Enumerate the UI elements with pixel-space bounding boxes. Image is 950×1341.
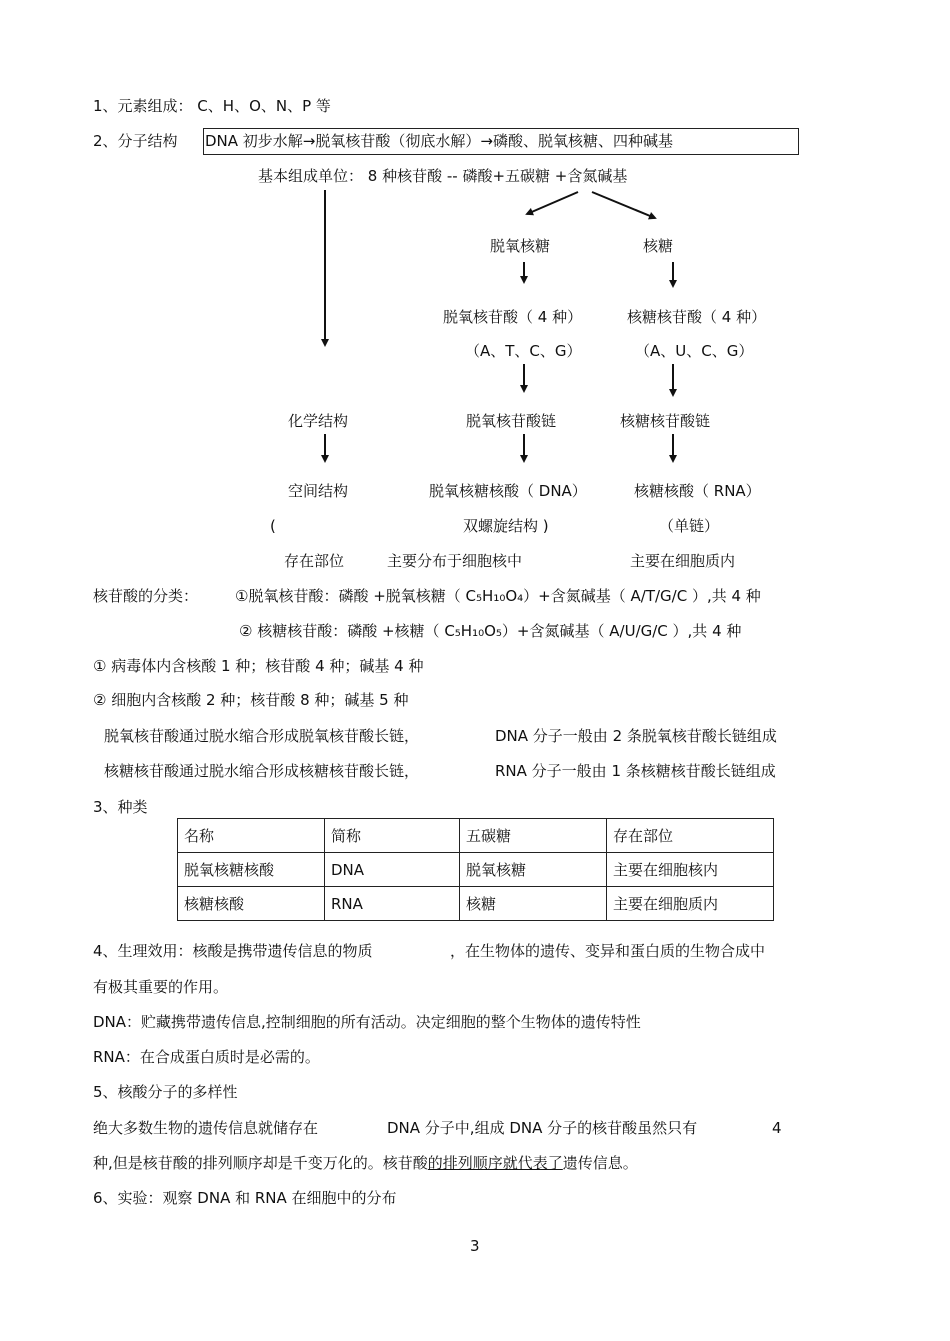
nucleic-acid-table — [177, 818, 774, 921]
section5-heading: 5、核酸分子的多样性 — [93, 1083, 238, 1101]
diversity-line2-a: 种,但是核苷酸的排列顺序却是千变万化的。核苷酸 — [93, 1154, 428, 1172]
classification-ribo: ② 核糖核苷酸：磷酸 +核糖（ C₅H₁₀O₅）+含氮碱基（ A/U/G/C ）,共 4 种 — [239, 622, 742, 640]
table-cell: 脱氧核糖核酸 — [178, 853, 325, 887]
classification-deoxy: ①脱氧核苷酸：磷酸 +脱氧核糖（ C₅H₁₀O₄）+含氮碱基（ A/T/G/C ）,共 4 种 — [235, 587, 761, 605]
dna-name: 脱氧核糖核酸（ DNA） — [429, 482, 587, 500]
dna-location: 主要分布于细胞核中 — [387, 552, 523, 570]
line-structure-label: 2、分子结构 — [93, 132, 178, 150]
table-cell: 核糖 — [460, 887, 607, 921]
table-cell: DNA — [325, 853, 460, 887]
section3-heading: 3、种类 — [93, 798, 148, 816]
hydrolysis-text: DNA 初步水解→脱氧核苷酸（彻底水解）→磷酸、脱氧核糖、四种碱基 — [205, 132, 673, 150]
deoxy-bases: （A、T、C、G） — [465, 342, 582, 360]
single-chain: （单链） — [659, 517, 720, 535]
page-number: 3 — [470, 1237, 480, 1255]
table-cell: 脱氧核糖 — [460, 853, 607, 887]
ribose-label: 核糖 — [643, 237, 674, 255]
table-cell: RNA — [325, 887, 460, 921]
diversity-line2-c: 遗传信息。 — [562, 1154, 638, 1172]
line-elements: 1、元素组成： C、H、O、N、P 等 — [93, 97, 331, 115]
table-cell: 主要在细胞核内 — [607, 853, 774, 887]
ribo-bases: （A、U、C、G） — [635, 342, 754, 360]
space-structure-label: 空间结构 — [288, 482, 349, 500]
cell-line: ② 细胞内含核酸 2 种；核苷酸 8 种；碱基 5 种 — [93, 691, 409, 709]
table-cell: 主要在细胞质内 — [607, 887, 774, 921]
diversity-line2 — [93, 1153, 638, 1173]
deoxy-chain-label: 脱氧核苷酸链 — [466, 412, 557, 430]
table-row — [178, 887, 774, 921]
diversity-line2-underlined: 的排列顺序就代表了 — [427, 1154, 563, 1172]
virus-line: ① 病毒体内含核酸 1 种；核苷酸 4 种；碱基 4 种 — [93, 657, 424, 675]
section4-line-a: 4、生理效用：核酸是携带遗传信息的物质 — [93, 942, 373, 960]
table-header: 存在部位 — [607, 819, 774, 853]
chain1-right: DNA 分子一般由 2 条脱氧核苷酸长链组成 — [495, 727, 777, 745]
table-row — [178, 853, 774, 887]
dna-role: DNA：贮藏携带遗传信息,控制细胞的所有活动。决定细胞的整个生物体的遗传特性 — [93, 1013, 641, 1031]
chem-structure-label: 化学结构 — [288, 412, 349, 430]
location-label: 存在部位 — [284, 552, 345, 570]
table-cell: 核糖核酸 — [178, 887, 325, 921]
classification-label: 核苷酸的分类： — [93, 587, 199, 605]
ribo-nucleotide-label: 核糖核苷酸（ 4 种） — [627, 308, 767, 326]
basic-unit: 基本组成单位： 8 种核苷酸 -- 磷酸+五碳糖 +含氮碱基 — [258, 167, 628, 185]
rna-location: 主要在细胞质内 — [630, 552, 736, 570]
section4-line-b: ，在生物体的遗传、变异和蛋白质的生物合成中 — [450, 942, 766, 960]
diversity-line1-a: 绝大多数生物的遗传信息就储存在 — [93, 1119, 319, 1137]
double-helix: 双螺旋结构 ) — [463, 517, 549, 535]
diversity-line1-b: DNA 分子中,组成 DNA 分子的核苷酸虽然只有 — [387, 1119, 698, 1137]
rna-name: 核糖核酸（ RNA） — [634, 482, 761, 500]
ribo-chain-label: 核糖核苷酸链 — [620, 412, 711, 430]
diversity-line1-c: 4 — [772, 1119, 782, 1137]
paren-open: ( — [270, 517, 276, 535]
chain1-left: 脱氧核苷酸通过脱水缩合形成脱氧核苷酸长链， — [104, 727, 420, 745]
section4-line-c: 有极其重要的作用。 — [93, 978, 229, 996]
chain2-left: 核糖核苷酸通过脱水缩合形成核糖核苷酸长链， — [104, 762, 420, 780]
deoxy-nucleotide-label: 脱氧核苷酸（ 4 种） — [443, 308, 583, 326]
deoxyribose-label: 脱氧核糖 — [490, 237, 551, 255]
section6-heading: 6、实验：观察 DNA 和 RNA 在细胞中的分布 — [93, 1189, 397, 1207]
rna-role: RNA：在合成蛋白质时是必需的。 — [93, 1048, 320, 1066]
chain2-right: RNA 分子一般由 1 条核糖核苷酸长链组成 — [495, 762, 776, 780]
table-header-row — [178, 819, 774, 853]
table-header: 简称 — [325, 819, 460, 853]
table-header: 名称 — [178, 819, 325, 853]
table-header: 五碳糖 — [460, 819, 607, 853]
